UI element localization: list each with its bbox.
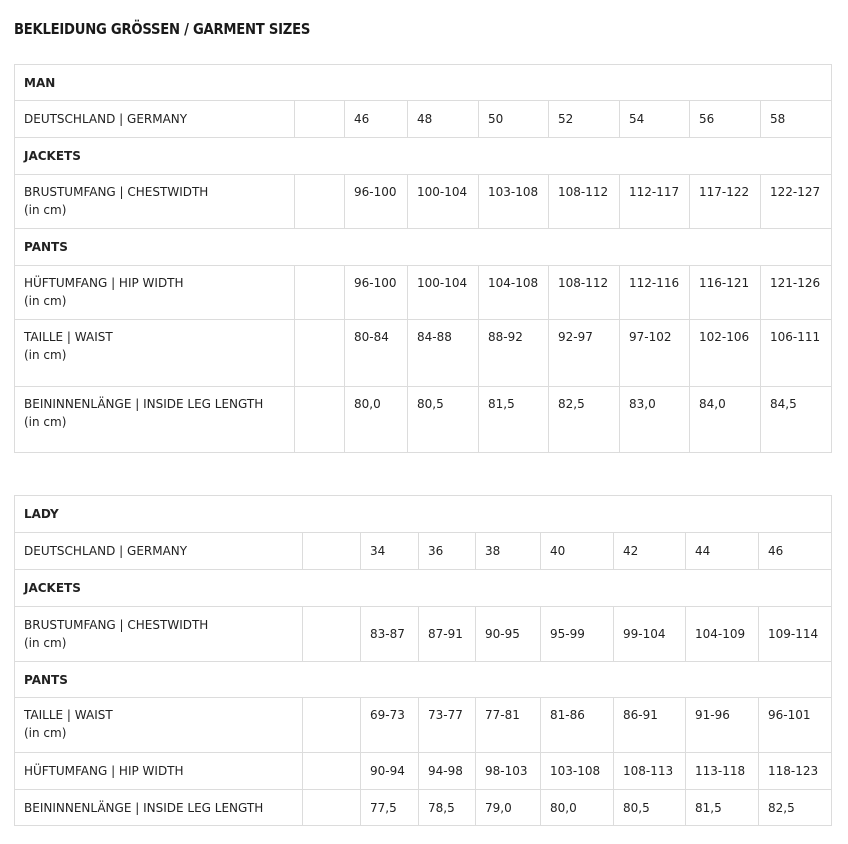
value-cell: 108-113 (614, 753, 686, 790)
section-heading-pants: PANTS (15, 662, 832, 698)
value-cell: 108-112 (549, 175, 620, 229)
measurement-label: BEININNENLÄNGE | INSIDE LEG LENGTH (24, 397, 264, 411)
value-cell: 79,0 (476, 790, 541, 826)
unit-label: (in cm) (24, 294, 67, 308)
value-cell: 81,5 (686, 790, 759, 826)
spacer-cell (303, 533, 361, 570)
size-cell: 52 (549, 101, 620, 138)
unit-label: (in cm) (24, 415, 67, 429)
value-cell: 100-104 (408, 266, 479, 320)
lady-size-table (14, 495, 832, 826)
size-cell: 56 (690, 101, 761, 138)
row-label (15, 266, 295, 320)
row-label (15, 753, 303, 790)
section-row-lady (15, 496, 832, 533)
country-size-row (15, 101, 832, 138)
value-cell: 109-114 (759, 607, 832, 662)
measurement-label: BRUSTUMFANG | CHESTWIDTH (24, 185, 209, 199)
value-cell: 122-127 (761, 175, 832, 229)
value-cell: 84-88 (408, 320, 479, 387)
spacer-cell (295, 266, 345, 320)
value-cell: 73-77 (419, 698, 476, 753)
value-cell: 90-94 (361, 753, 419, 790)
measurement-label: TAILLE | WAIST (24, 330, 113, 344)
value-cell: 98-103 (476, 753, 541, 790)
section-row-pants (15, 662, 832, 698)
row-label (15, 790, 303, 826)
spacer-cell (295, 101, 345, 138)
row-label (15, 698, 303, 753)
value-cell: 77,5 (361, 790, 419, 826)
size-cell: 46 (759, 533, 832, 570)
value-cell: 84,5 (761, 387, 832, 453)
size-cell: 44 (686, 533, 759, 570)
size-cell: 46 (345, 101, 408, 138)
value-cell: 90-95 (476, 607, 541, 662)
spacer-cell (295, 175, 345, 229)
size-cell: 40 (541, 533, 614, 570)
row-label (15, 320, 295, 387)
measurement-label: BEININNENLÄNGE | INSIDE LEG LENGTH (24, 800, 264, 815)
row-label (15, 175, 295, 229)
value-cell: 100-104 (408, 175, 479, 229)
value-cell: 77-81 (476, 698, 541, 753)
value-cell: 83,0 (620, 387, 690, 453)
value-cell: 104-109 (686, 607, 759, 662)
measurement-row (15, 790, 832, 826)
value-cell: 106-111 (761, 320, 832, 387)
value-cell: 80,5 (408, 387, 479, 453)
spacer-cell (303, 790, 361, 826)
man-size-table (14, 64, 832, 453)
section-heading-man: MAN (15, 65, 832, 101)
measurement-label: BRUSTUMFANG | CHESTWIDTH (24, 618, 209, 632)
value-cell: 96-100 (345, 175, 408, 229)
measurement-label: HÜFTUMFANG | HIP WIDTH (24, 276, 184, 290)
value-cell: 103-108 (479, 175, 549, 229)
measurement-row (15, 387, 832, 453)
value-cell: 82,5 (549, 387, 620, 453)
value-cell: 84,0 (690, 387, 761, 453)
section-heading-jackets: JACKETS (15, 138, 832, 175)
spacer-cell (303, 698, 361, 753)
measurement-row (15, 320, 832, 387)
value-cell: 108-112 (549, 266, 620, 320)
value-cell: 80-84 (345, 320, 408, 387)
spacer-cell (303, 607, 361, 662)
row-label (15, 387, 295, 453)
spacer-cell (295, 387, 345, 453)
size-cell: 38 (476, 533, 541, 570)
value-cell: 81,5 (479, 387, 549, 453)
value-cell: 116-121 (690, 266, 761, 320)
value-cell: 91-96 (686, 698, 759, 753)
value-cell: 88-92 (479, 320, 549, 387)
unit-label: (in cm) (24, 726, 67, 740)
size-cell: 58 (761, 101, 832, 138)
value-cell: 118-123 (759, 753, 832, 790)
row-label: DEUTSCHLAND | GERMANY (15, 533, 303, 570)
section-row-pants (15, 229, 832, 266)
value-cell: 94-98 (419, 753, 476, 790)
measurement-row (15, 698, 832, 753)
row-label: DEUTSCHLAND | GERMANY (15, 101, 295, 138)
value-cell: 83-87 (361, 607, 419, 662)
section-heading-pants: PANTS (15, 229, 832, 266)
value-cell: 103-108 (541, 753, 614, 790)
measurement-label: HÜFTUMFANG | HIP WIDTH (24, 764, 184, 778)
measurement-row (15, 266, 832, 320)
size-cell: 48 (408, 101, 479, 138)
size-cell: 42 (614, 533, 686, 570)
unit-label: (in cm) (24, 348, 67, 362)
value-cell: 113-118 (686, 753, 759, 790)
value-cell: 96-100 (345, 266, 408, 320)
value-cell: 112-116 (620, 266, 690, 320)
section-row-jackets (15, 570, 832, 607)
value-cell: 80,0 (541, 790, 614, 826)
measurement-row (15, 607, 832, 662)
value-cell: 104-108 (479, 266, 549, 320)
value-cell: 86-91 (614, 698, 686, 753)
size-cell: 34 (361, 533, 419, 570)
section-row-jackets (15, 138, 832, 175)
value-cell: 99-104 (614, 607, 686, 662)
country-size-row (15, 533, 832, 570)
value-cell: 117-122 (690, 175, 761, 229)
value-cell: 97-102 (620, 320, 690, 387)
row-label (15, 607, 303, 662)
measurement-row (15, 753, 832, 790)
section-heading-lady: LADY (15, 496, 832, 533)
value-cell: 87-91 (419, 607, 476, 662)
value-cell: 80,0 (345, 387, 408, 453)
spacer-cell (303, 753, 361, 790)
value-cell: 80,5 (614, 790, 686, 826)
size-cell: 36 (419, 533, 476, 570)
value-cell: 78,5 (419, 790, 476, 826)
value-cell: 121-126 (761, 266, 832, 320)
section-row-man (15, 65, 832, 101)
value-cell: 82,5 (759, 790, 832, 826)
value-cell: 69-73 (361, 698, 419, 753)
size-cell: 50 (479, 101, 549, 138)
measurement-row (15, 175, 832, 229)
unit-label: (in cm) (24, 636, 67, 650)
value-cell: 112-117 (620, 175, 690, 229)
value-cell: 81-86 (541, 698, 614, 753)
spacer-cell (295, 320, 345, 387)
unit-label: (in cm) (24, 203, 67, 217)
page-title: BEKLEIDUNG GRÖSSEN / GARMENT SIZES (14, 20, 311, 38)
value-cell: 102-106 (690, 320, 761, 387)
value-cell: 95-99 (541, 607, 614, 662)
measurement-label: TAILLE | WAIST (24, 708, 113, 722)
size-cell: 54 (620, 101, 690, 138)
value-cell: 92-97 (549, 320, 620, 387)
value-cell: 96-101 (759, 698, 832, 753)
section-heading-jackets: JACKETS (15, 570, 832, 607)
